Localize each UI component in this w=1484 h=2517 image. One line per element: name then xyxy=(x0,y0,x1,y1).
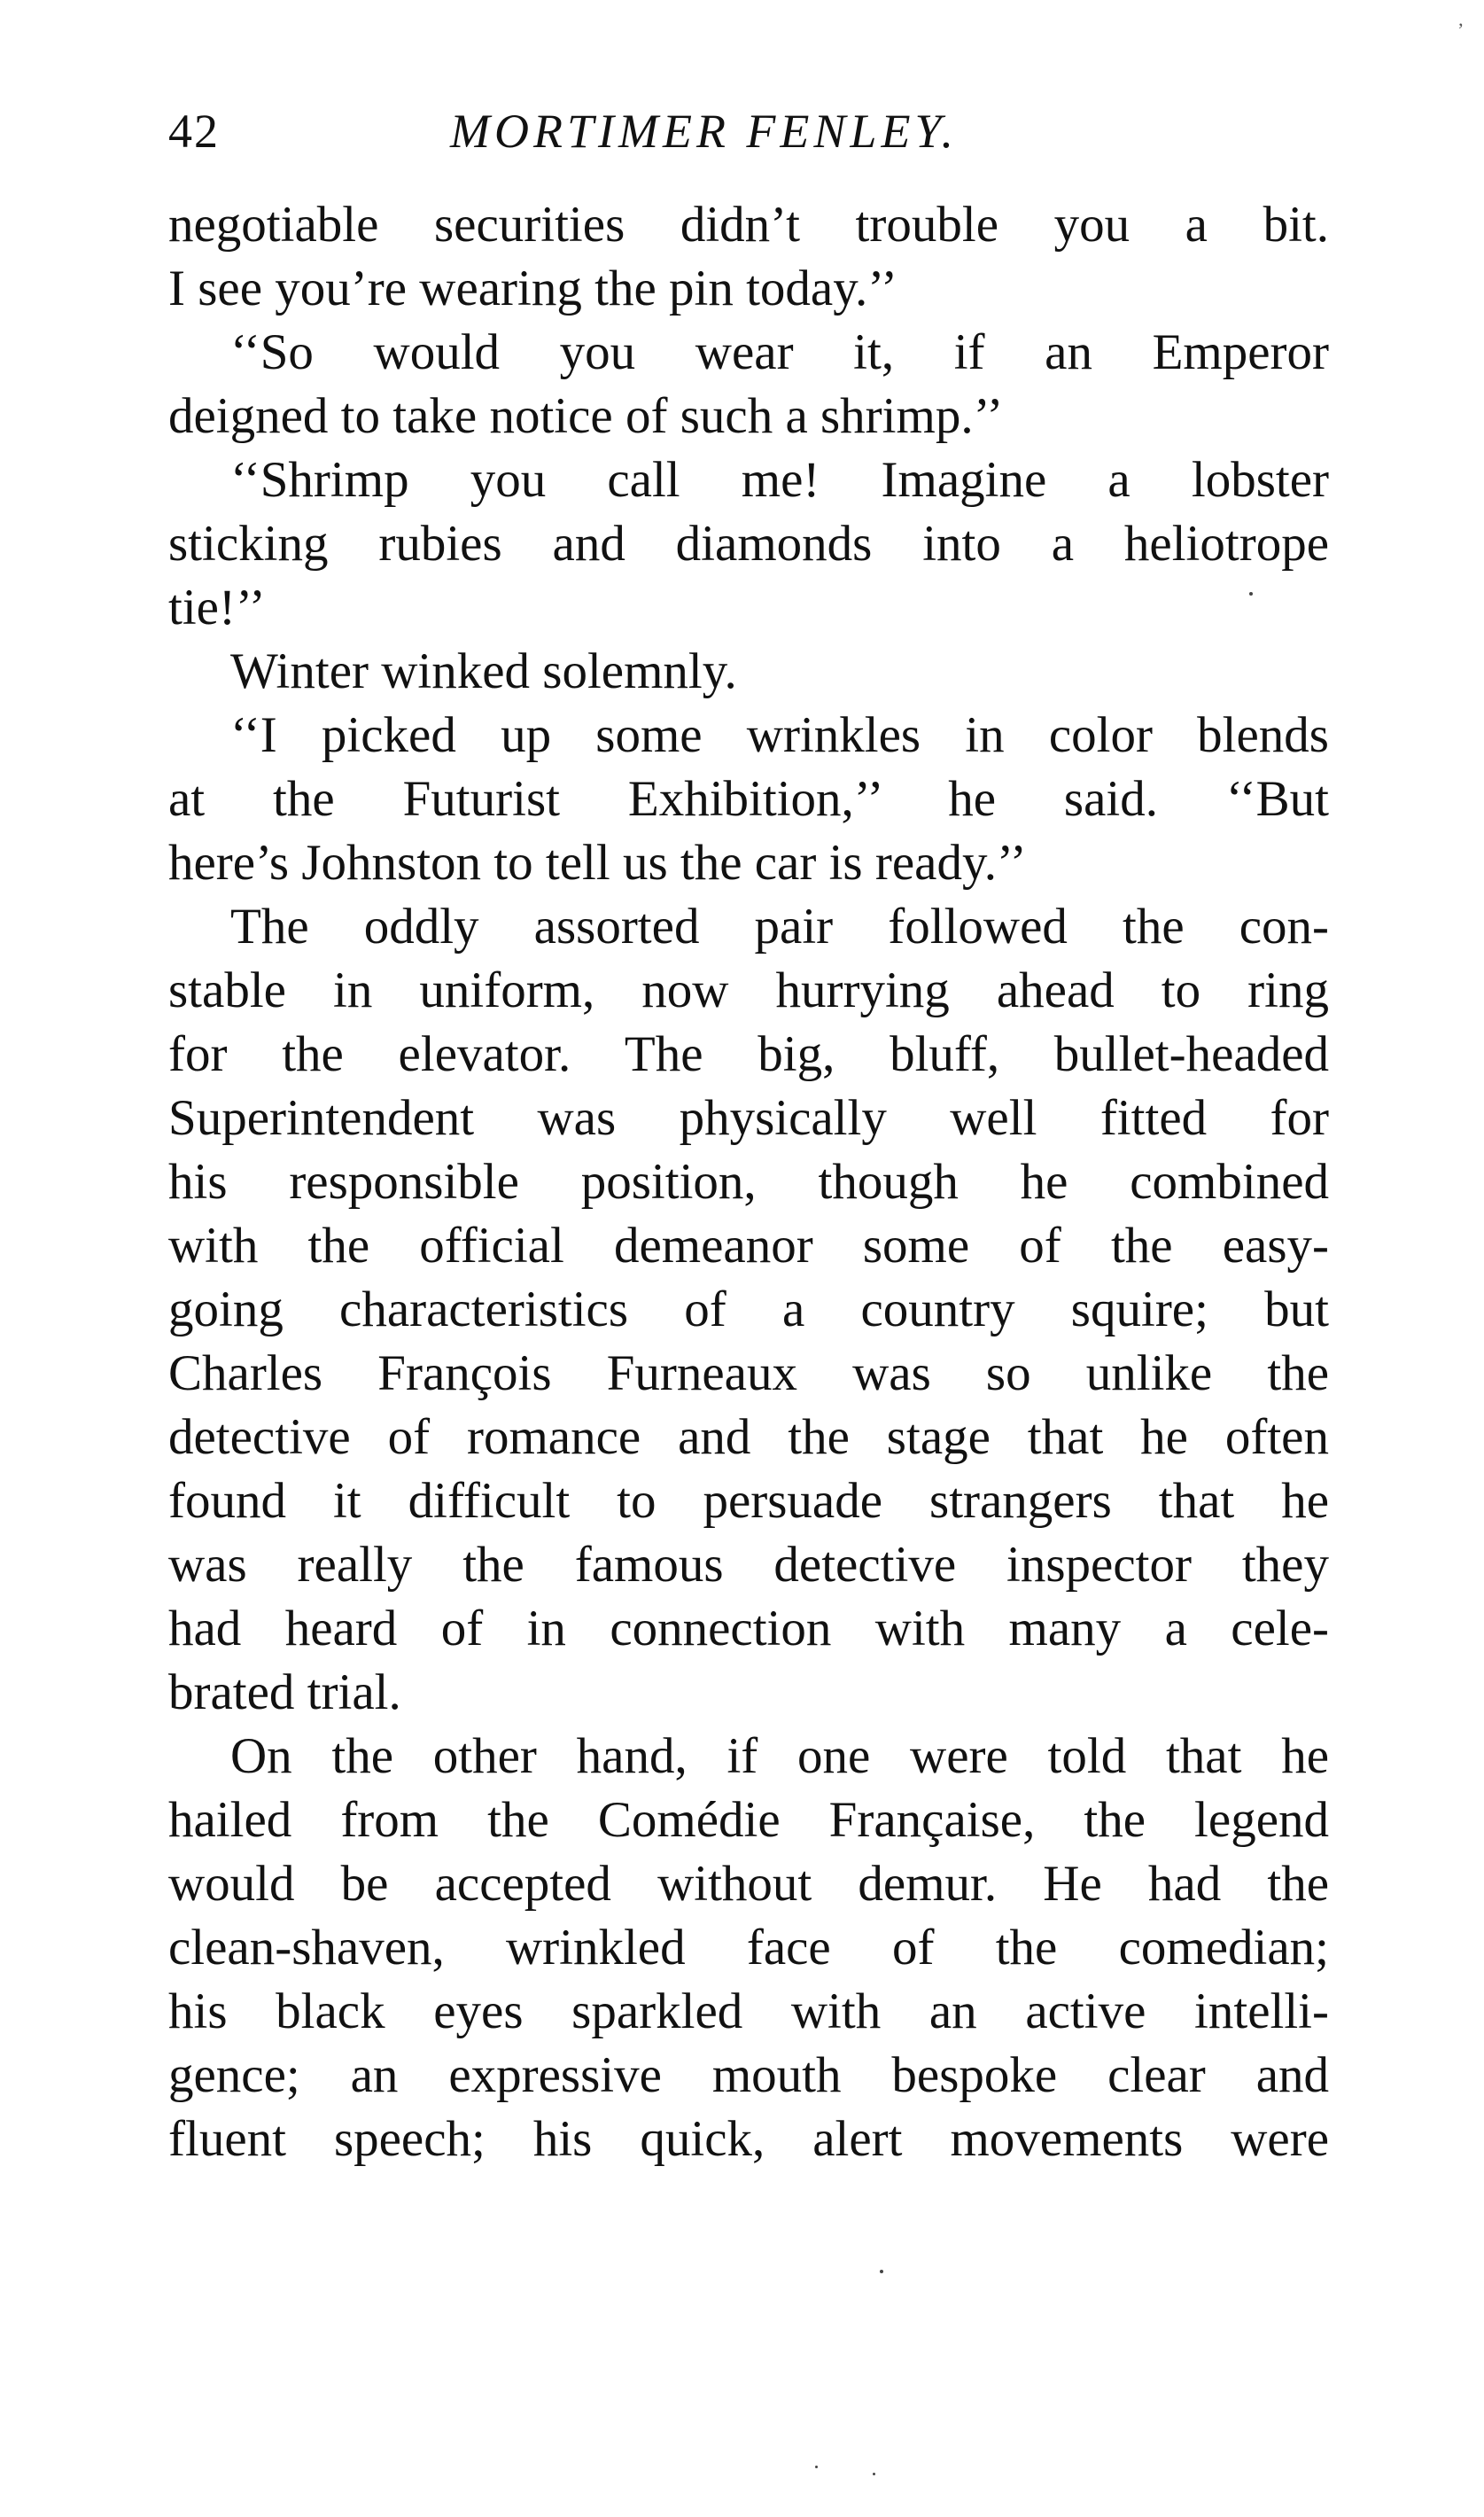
text-line: Charles François Furneaux was so unlike the xyxy=(168,1345,1329,1401)
text-line: stable in uniform, now hurrying ahead to ring xyxy=(168,962,1329,1018)
text-line: was really the famous detective inspector they xyxy=(168,1537,1329,1593)
text-line: had heard of in connection with many a cele- xyxy=(168,1601,1329,1656)
text-line: his black eyes sparkled with an active intelli- xyxy=(168,1983,1329,2039)
text-line: detective of romance and the stage that he often xyxy=(168,1409,1329,1465)
text-line: with the official demeanor some of the easy- xyxy=(168,1218,1329,1274)
text-line: deigned to take notice of such a shrimp.’’ xyxy=(168,388,1004,444)
text-line: Superintendent was physically well fitted for xyxy=(168,1090,1329,1146)
text-line: gence; an expressive mouth bespoke clear and xyxy=(168,2047,1329,2103)
text-line: I see you’re wearing the pin today.’’ xyxy=(168,261,897,316)
print-speck xyxy=(815,2466,818,2468)
running-title: MORTIMER FENLEY. xyxy=(450,105,959,158)
text-line: ‘‘I picked up some wrinkles in color blends xyxy=(230,707,1329,763)
print-speck xyxy=(880,2270,883,2273)
running-head xyxy=(168,99,1329,170)
body-text xyxy=(168,193,1329,2171)
text-line: his responsible position, though he combined xyxy=(168,1154,1329,1210)
corner-mark: ’ xyxy=(1457,19,1465,41)
text-line: negotiable securities didn’t trouble you a bit. xyxy=(168,197,1329,253)
text-line: here’s Johnston to tell us the car is ready.’’ xyxy=(168,835,1027,891)
print-speck xyxy=(873,2473,875,2475)
text-line: would be accepted without demur. He had the xyxy=(168,1856,1329,1912)
print-speck xyxy=(1249,592,1253,596)
text-line: ‘‘Shrimp you call me! Imagine a lobster xyxy=(230,452,1329,508)
text-line: sticking rubies and diamonds into a heliotrope xyxy=(168,516,1329,572)
text-line: at the Futurist Exhibition,’’ he said. ‘‘But xyxy=(168,771,1329,827)
text-line: ‘‘So would you wear it, if an Emperor xyxy=(230,324,1329,380)
text-line: fluent speech; his quick, alert movements were xyxy=(168,2111,1329,2167)
text-line: clean-shaven, wrinkled face of the comedian; xyxy=(168,1920,1329,1975)
text-line: On the other hand, if one were told that he xyxy=(230,1728,1329,1784)
page-number: 42 xyxy=(168,105,220,158)
text-line: tie!’’ xyxy=(168,580,266,635)
text-line: brated trial. xyxy=(168,1664,401,1720)
text-line: for the elevator. The big, bluff, bullet-headed xyxy=(168,1026,1329,1082)
text-line: found it difficult to persuade strangers that he xyxy=(168,1473,1329,1529)
text-line: going characteristics of a country squire; but xyxy=(168,1282,1329,1337)
text-line: hailed from the Comédie Française, the legend xyxy=(168,1792,1329,1848)
text-line: Winter winked solemnly. xyxy=(230,643,737,699)
text-line: The oddly assorted pair followed the con- xyxy=(230,899,1329,955)
